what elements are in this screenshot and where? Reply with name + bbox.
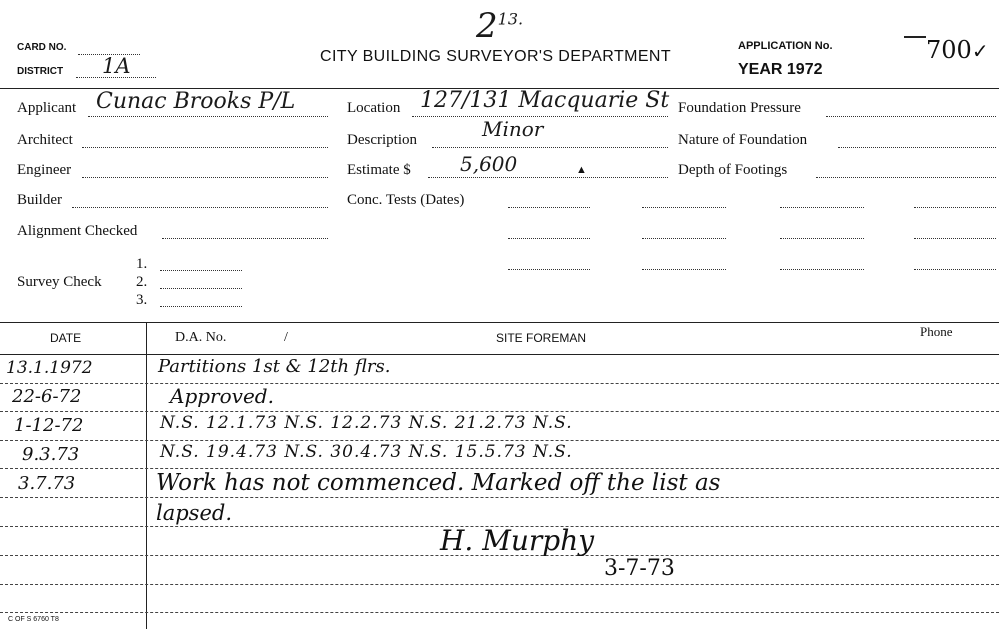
description-field: [432, 147, 668, 148]
row-rule-4: [0, 468, 999, 469]
log-row-1-date: 13.1.1972: [6, 358, 93, 378]
row-rule-3: [0, 440, 999, 441]
location-value: 127/131 Macquarie St: [420, 88, 670, 113]
row-rule-2: [0, 411, 999, 412]
signature: H. Murphy: [440, 524, 595, 557]
card-no-label: CARD NO.: [17, 42, 67, 53]
site-foreman-column-header: SITE FOREMAN: [496, 331, 587, 345]
conc-tests-field-3a: [508, 269, 590, 270]
estimate-label: Estimate $: [347, 162, 411, 178]
builder-label: Builder: [17, 192, 62, 208]
log-row-6-text: lapsed.: [156, 501, 233, 525]
year-word: YEAR: [738, 61, 783, 78]
nature-of-foundation-label: Nature of Foundation: [678, 132, 808, 148]
year-value: 1972: [786, 61, 823, 78]
conc-tests-field-2c: [780, 238, 864, 239]
log-row-1-text: Partitions 1st & 12th flrs.: [158, 356, 391, 377]
builder-field: [72, 207, 328, 208]
log-row-4-text: N.S. 19.4.73 N.S. 30.4.73 N.S. 15.5.73 N.S.: [160, 442, 573, 462]
survey-check-field-1: [160, 270, 242, 271]
survey-check-num-1: 1.: [136, 256, 148, 272]
department-title: CITY BUILDING SURVEYOR'S DEPARTMENT: [320, 48, 672, 65]
engineer-label: Engineer: [17, 162, 72, 178]
survey-check-field-2: [160, 288, 242, 289]
check-mark-icon: ✓: [971, 39, 989, 63]
foundation-pressure-label: Foundation Pressure: [678, 100, 801, 116]
table-header-rule: [0, 354, 999, 355]
log-row-3-date: 1-12-72: [14, 415, 84, 436]
survey-check-num-2: 2.: [136, 274, 148, 290]
conc-tests-field-3c: [780, 269, 864, 270]
log-row-5-date: 3.7.73: [18, 473, 76, 494]
log-row-2-date: 22-6-72: [12, 386, 82, 407]
location-label: Location: [347, 100, 401, 116]
application-no-number: 700: [926, 36, 972, 64]
conc-tests-field-2d: [914, 238, 996, 239]
district-label: DISTRICT: [17, 66, 64, 77]
log-row-3-text: N.S. 12.1.73 N.S. 12.2.73 N.S. 21.2.73 N.S.: [160, 413, 573, 433]
applicant-field: [88, 116, 328, 117]
survey-check-label: Survey Check: [17, 274, 102, 290]
conc-tests-field-1d: [914, 207, 996, 208]
estimate-value: 5,600: [460, 152, 518, 176]
conc-tests-field-3b: [642, 269, 726, 270]
foundation-pressure-field: [826, 116, 996, 117]
survey-check-num-3: 3.: [136, 292, 148, 308]
conc-tests-field-2a: [508, 238, 590, 239]
da-no-column-header: D.A. No.: [175, 330, 227, 345]
application-no-dash: [904, 36, 926, 38]
row-rule-9: [0, 612, 999, 613]
top-page-mark-sup: 13.: [497, 9, 524, 29]
application-no-value: [926, 36, 989, 64]
row-rule-5: [0, 497, 999, 498]
da-no-slash: /: [284, 330, 288, 345]
log-row-4-date: 9.3.73: [22, 444, 80, 465]
conc-tests-field-1a: [508, 207, 590, 208]
depth-of-footings-label: Depth of Footings: [678, 162, 788, 178]
conc-tests-field-3d: [914, 269, 996, 270]
survey-check-field-3: [160, 306, 242, 307]
applicant-label: Applicant: [17, 100, 77, 116]
alignment-checked-label: Alignment Checked: [17, 223, 138, 239]
district-value: 1A: [102, 54, 131, 78]
conc-tests-field-1b: [642, 207, 726, 208]
row-rule-1: [0, 383, 999, 384]
applicant-value: Cunac Brooks P/L: [96, 89, 296, 114]
phone-column-header: Phone: [920, 324, 953, 339]
architect-label: Architect: [17, 132, 73, 148]
estimate-field: [428, 177, 668, 178]
signature-date: 3-7-73: [604, 556, 675, 581]
row-rule-8: [0, 584, 999, 585]
engineer-field: [82, 177, 328, 178]
table-top-rule: [0, 322, 999, 323]
conc-tests-field-1c: [780, 207, 864, 208]
description-label: Description: [347, 132, 417, 148]
estimate-mark-icon: ▲: [576, 164, 587, 176]
conc-tests-field-2b: [642, 238, 726, 239]
form-code: C OF S 6760 T8: [8, 616, 59, 623]
date-column-header: DATE: [50, 331, 82, 345]
description-value: Minor: [482, 117, 544, 141]
log-row-5-text: Work has not commenced. Marked off the list as: [156, 470, 721, 496]
top-page-mark-number: 2: [476, 6, 498, 46]
log-row-2-text: Approved.: [170, 384, 274, 408]
alignment-checked-field: [162, 238, 328, 239]
depth-of-footings-field: [816, 177, 996, 178]
conc-tests-label: Conc. Tests (Dates): [347, 192, 465, 208]
nature-of-foundation-field: [838, 147, 996, 148]
date-column-divider: [146, 322, 147, 629]
architect-field: [82, 147, 328, 148]
application-no-label: APPLICATION No.: [738, 40, 833, 52]
top-page-mark: [476, 6, 523, 46]
year-label: [738, 61, 823, 79]
